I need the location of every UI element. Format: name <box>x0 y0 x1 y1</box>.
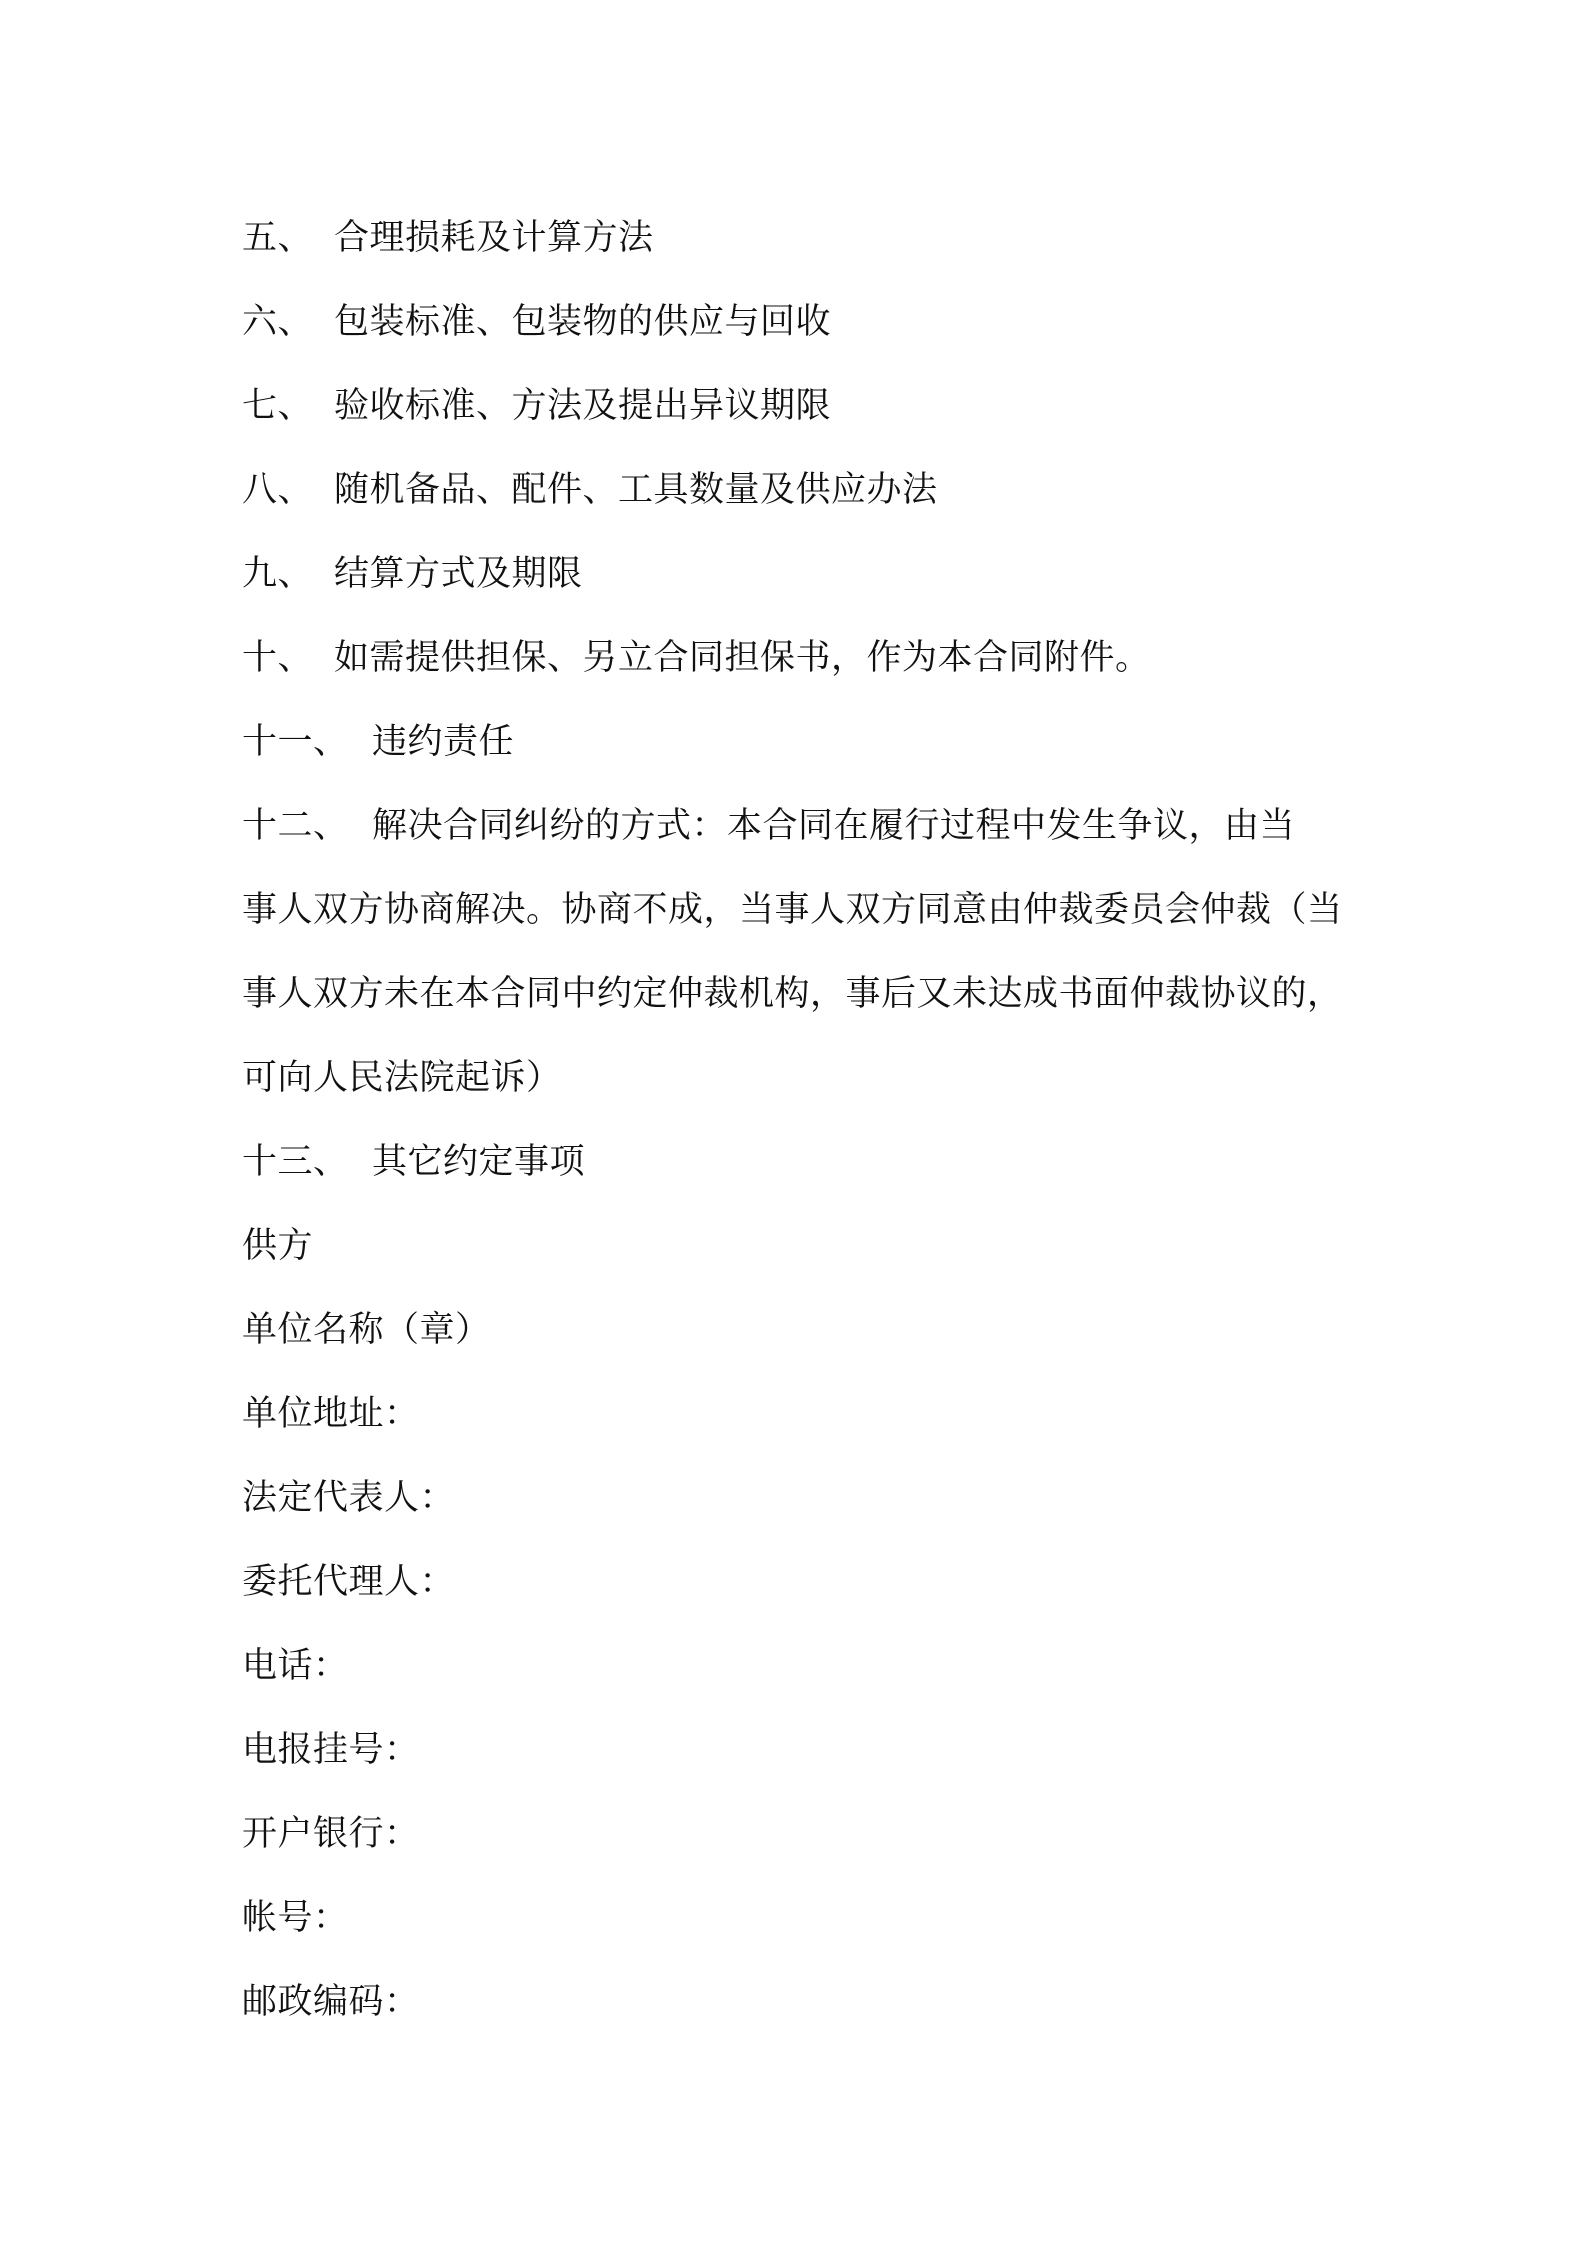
clause-10 <box>242 616 1372 700</box>
clause-text: 如需提供担保、另立合同担保书，作为本合同附件。 <box>334 638 1151 678</box>
clause-text: 其它约定事项 <box>372 1142 586 1182</box>
clause-text: 违约责任 <box>372 722 515 762</box>
dispute-line: 事人双方未在本合同中约定仲裁机构，事后又未达成书面仲裁协议的， <box>242 974 1343 1014</box>
supplier-field-address: 单位地址： <box>242 1394 420 1434</box>
supplier-field-company-name: 单位名称（章） <box>242 1310 491 1350</box>
clause-8 <box>242 448 1372 532</box>
clause-text: 结算方式及期限 <box>334 554 583 594</box>
clause-13 <box>242 1120 1372 1204</box>
clause-text: 验收标准、方法及提出异议期限 <box>334 386 832 426</box>
supplier-field-authorized-agent: 委托代理人： <box>242 1562 456 1602</box>
clause-number: 九、 <box>242 554 314 594</box>
supplier-field-account: 帐号： <box>242 1898 349 1938</box>
dispute-text: 解决合同纠纷的方式：本合同在履行过程中发生争议，由当 <box>372 806 1296 846</box>
dispute-line <box>242 784 1372 868</box>
clause-number: 十二、 <box>242 806 349 846</box>
supplier-field-bank: 开户银行： <box>242 1814 420 1854</box>
clause-9 <box>242 532 1372 616</box>
clause-text: 合理损耗及计算方法 <box>334 218 654 258</box>
clause-number: 十三、 <box>242 1142 349 1182</box>
document-body <box>242 196 1372 2044</box>
clause-text: 包装标准、包装物的供应与回收 <box>334 302 832 342</box>
clause-11 <box>242 700 1372 784</box>
clause-number: 七、 <box>242 386 314 426</box>
clause-6 <box>242 280 1372 364</box>
clause-number: 八、 <box>242 470 314 510</box>
clause-12-dispute-resolution <box>242 784 1372 1120</box>
clause-number: 十、 <box>242 638 314 678</box>
supplier-heading: 供方 <box>242 1226 314 1266</box>
supplier-field-postcode: 邮政编码： <box>242 1982 420 2022</box>
clause-number: 十一、 <box>242 722 349 762</box>
supplier-field-legal-representative: 法定代表人： <box>242 1478 456 1518</box>
clause-5 <box>242 196 1372 280</box>
dispute-line: 可向人民法院起诉） <box>242 1058 562 1098</box>
clause-7 <box>242 364 1372 448</box>
clause-number: 五、 <box>242 218 314 258</box>
supplier-field-phone: 电话： <box>242 1646 349 1686</box>
clause-number: 六、 <box>242 302 314 342</box>
dispute-line: 事人双方协商解决。协商不成，当事人双方同意由仲裁委员会仲裁（当 <box>242 890 1343 930</box>
supplier-field-telegraph: 电报挂号： <box>242 1730 420 1770</box>
clause-text: 随机备品、配件、工具数量及供应办法 <box>334 470 938 510</box>
